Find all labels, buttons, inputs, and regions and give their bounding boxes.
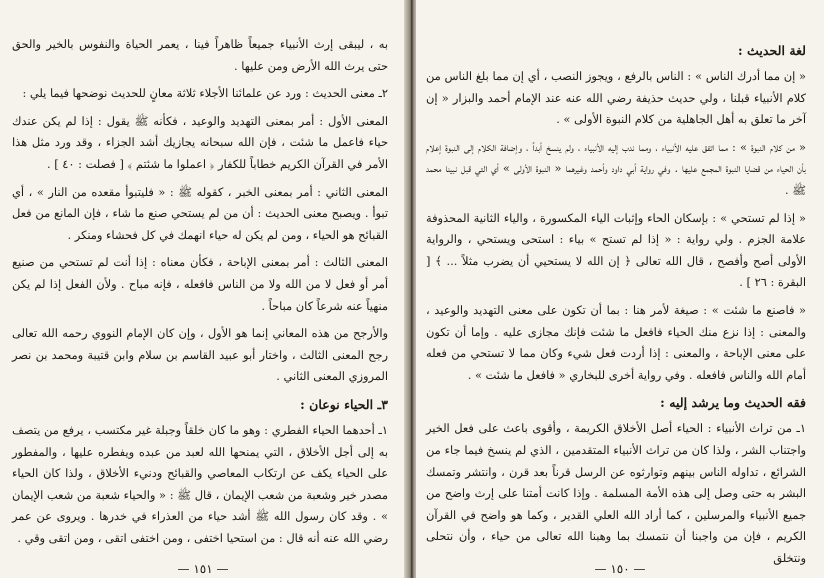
right-heading-fiqh: فقه الحديث وما يرشد إليه : <box>660 395 806 411</box>
left-page-number-text: ١٥١ <box>193 562 213 576</box>
right-paragraph-7: ١ـ من تراث الأنبياء : الحياء أصل الأخلاق الكريمة ، وأقوى باعث على فعل الخير واجتناب الشر ، ولذا كان من تراث الأنبياء المتقدمين ، الذي لم ينسخ فيما جاء من الشرائع ، تداوله الناس بينهم وتوارثوه عن الرسل قرناً بعد قرن ، وانتشر وتمسك البشر به حتى وصل إلى هذه الأمة المسلمة . وإذا كانت أمتنا على إرث واضح من جميع الأنبياء والمرسلين ، كما أراد الله العلي القدير ، وكما هو واضح في القرآن الكريم ، فإن من واجبنا أن نتمسك بما وهبنا الله تعالى من حياء ، وأن نتحلى ونتخلق <box>426 421 806 565</box>
left-paragraph-3: المعنى الأول : أمر بمعنى التهديد والوعيد ، فكأنه ﷺ يقول : إذا لم يكن عندك حياء فاعمل ما شئت ، فإن الله سبحانه يجازيك أشد الجزاء ، وقد ورد مثل هذا الأمر في القرآن الكريم خطاباً للكفار ﴿ اعملوا ما شئتم ﴾ [ فصلت : ٤٠ ] . <box>12 113 388 171</box>
right-paragraph-4: « إذا لم تستحي » : بإسكان الحاء وإثبات الياء المكسورة ، والياء الثانية المحذوفة علامة الجزم . ولي رواية : « إذا لم تستح » بياء : استحى ويستحي ، والرواية الأولى أصح وأفصح ، قال الله تعالى ﴿ إن الله لا يستحيي أن يضرب مثلاً ... ﴾ [ البقرة : ٢٦ ] . <box>426 210 806 290</box>
right-page-number: — ١٥٠ — <box>594 562 646 576</box>
left-paragraph-8: ١ـ أحدهما الحياء الفطري : وهو ما كان خلقاً وجبلة غير مكتسب ، يرفع من يتصف به إلى أجل الأخلاق ، التي يمنحها الله لعبد من عبده ويفطره عليها ، والمفطور على الحياء يكف عن ارتكاب المعاصي والقبائح ودنيء الأخلاق ، ولذا كان الحياء مصدر خير وشعبة من شعب الإيمان ، قال ﷺ : « والحياء شعبة من شعب الإيمان » . وقد كان رسول الله ﷺ أشد حياء من العذراء في خدرها . ويروى عن عمر رضي الله عنه أنه قال : من استحيا اختفى ، ومن اختفى اتقى ، ومن اتقى وقي . <box>12 422 388 545</box>
right-paragraph-2: « إن مما أدرك الناس » : الناس بالرفع ، ويجوز النصب ، أي إن مما بلغ الناس من كلام الأنبياء قبلنا ، ولي حديث حذيفة رضي الله عنه عند الإمام أحمد والبزار « إن آخر ما تعلق به أهل الجاهلية من كلام النبوة الأولى » . <box>426 69 806 127</box>
left-section-heading: ٣ـ الحياء نوعان : <box>300 396 388 412</box>
left-paragraph-2: ٢ـ معنى الحديث : ورد عن علمائنا الأجلاء ثلاثة معانٍ للحديث نوضحها فيما يلي : <box>22 86 388 101</box>
right-paragraph-3: « من كلام النبوة » : مما اتفق عليه الأنبياء ، ومما ندب إليه الأنبياء ، ولم ينسخ أبداً ، وإضافة الكلام إلى النبوة إعلام بأن الحياء من قضايا النبوة المجمع عليها . وفي رواية أبي داود وأحمد وغيرهما « النبوة الأولى » أي التي قبل نبينا محمد ﷺ . <box>426 139 806 197</box>
right-paragraph-5: « فاصنع ما شئت » : صيغة لأمر هنا : بما أن تكون على معنى التهديد والوعيد ، والمعنى : إذا نزع منك الحياء فافعل ما شئت فإنك مجازى عليه . وإما أن تكون على معنى الإباحة ، والمعنى : إذا أردت فعل شيء وكان مما لا تستحي من فعله أمام الله والناس فافعله . وفي رواية أخرى للبخاري « فافعل ما شئت » . <box>426 302 806 382</box>
left-page-number: — ١٥١ — <box>177 562 229 576</box>
left-page <box>0 0 406 578</box>
right-page <box>416 0 824 578</box>
left-paragraph-4: المعنى الثاني : أمر بمعنى الخبر ، كقوله ﷺ : « فليتبوأ مقعده من النار » ، أي تبوأ . ويصبح معنى الحديث : أن من لم يستحي صنع ما شاء ، فإن المانع من فعل القبائح هو الحياء ، ومن لم يكن له حياء انهمك في كل فحشاء ومنكر . <box>12 184 388 242</box>
left-paragraph-5: المعنى الثالث : أمر بمعنى الإباحة ، فكأن معناه : إذا أنت لم تستحي من صنيع أمر أو فعل لا من الله ولا من الناس فافعله ، فإنه مباح . ولأن الفعل إذا لم يكن منهياً عنه شرعاً كان مباحاً . <box>12 255 388 313</box>
left-paragraph-6: والأرجح من هذه المعاني إنما هو الأول ، وإن كان الإمام النووي رحمه الله تعالى رجح المعنى الثالث ، واختار أبو عبيد القاسم بن سلام وابن قتيبة ومحمد بن نصر المروزي المعنى الثاني . <box>12 326 388 384</box>
left-paragraph-1: به ، ليبقى إرث الأنبياء جميعاً ظاهراً فينا ، يعمر الحياة والنفوس بالخير والحق حتى يرث الله الأرض ومن عليها . <box>12 37 388 73</box>
right-page-number-text: ١٥٠ <box>610 562 630 576</box>
right-heading-lugha: لغة الحديث : <box>737 43 806 58</box>
